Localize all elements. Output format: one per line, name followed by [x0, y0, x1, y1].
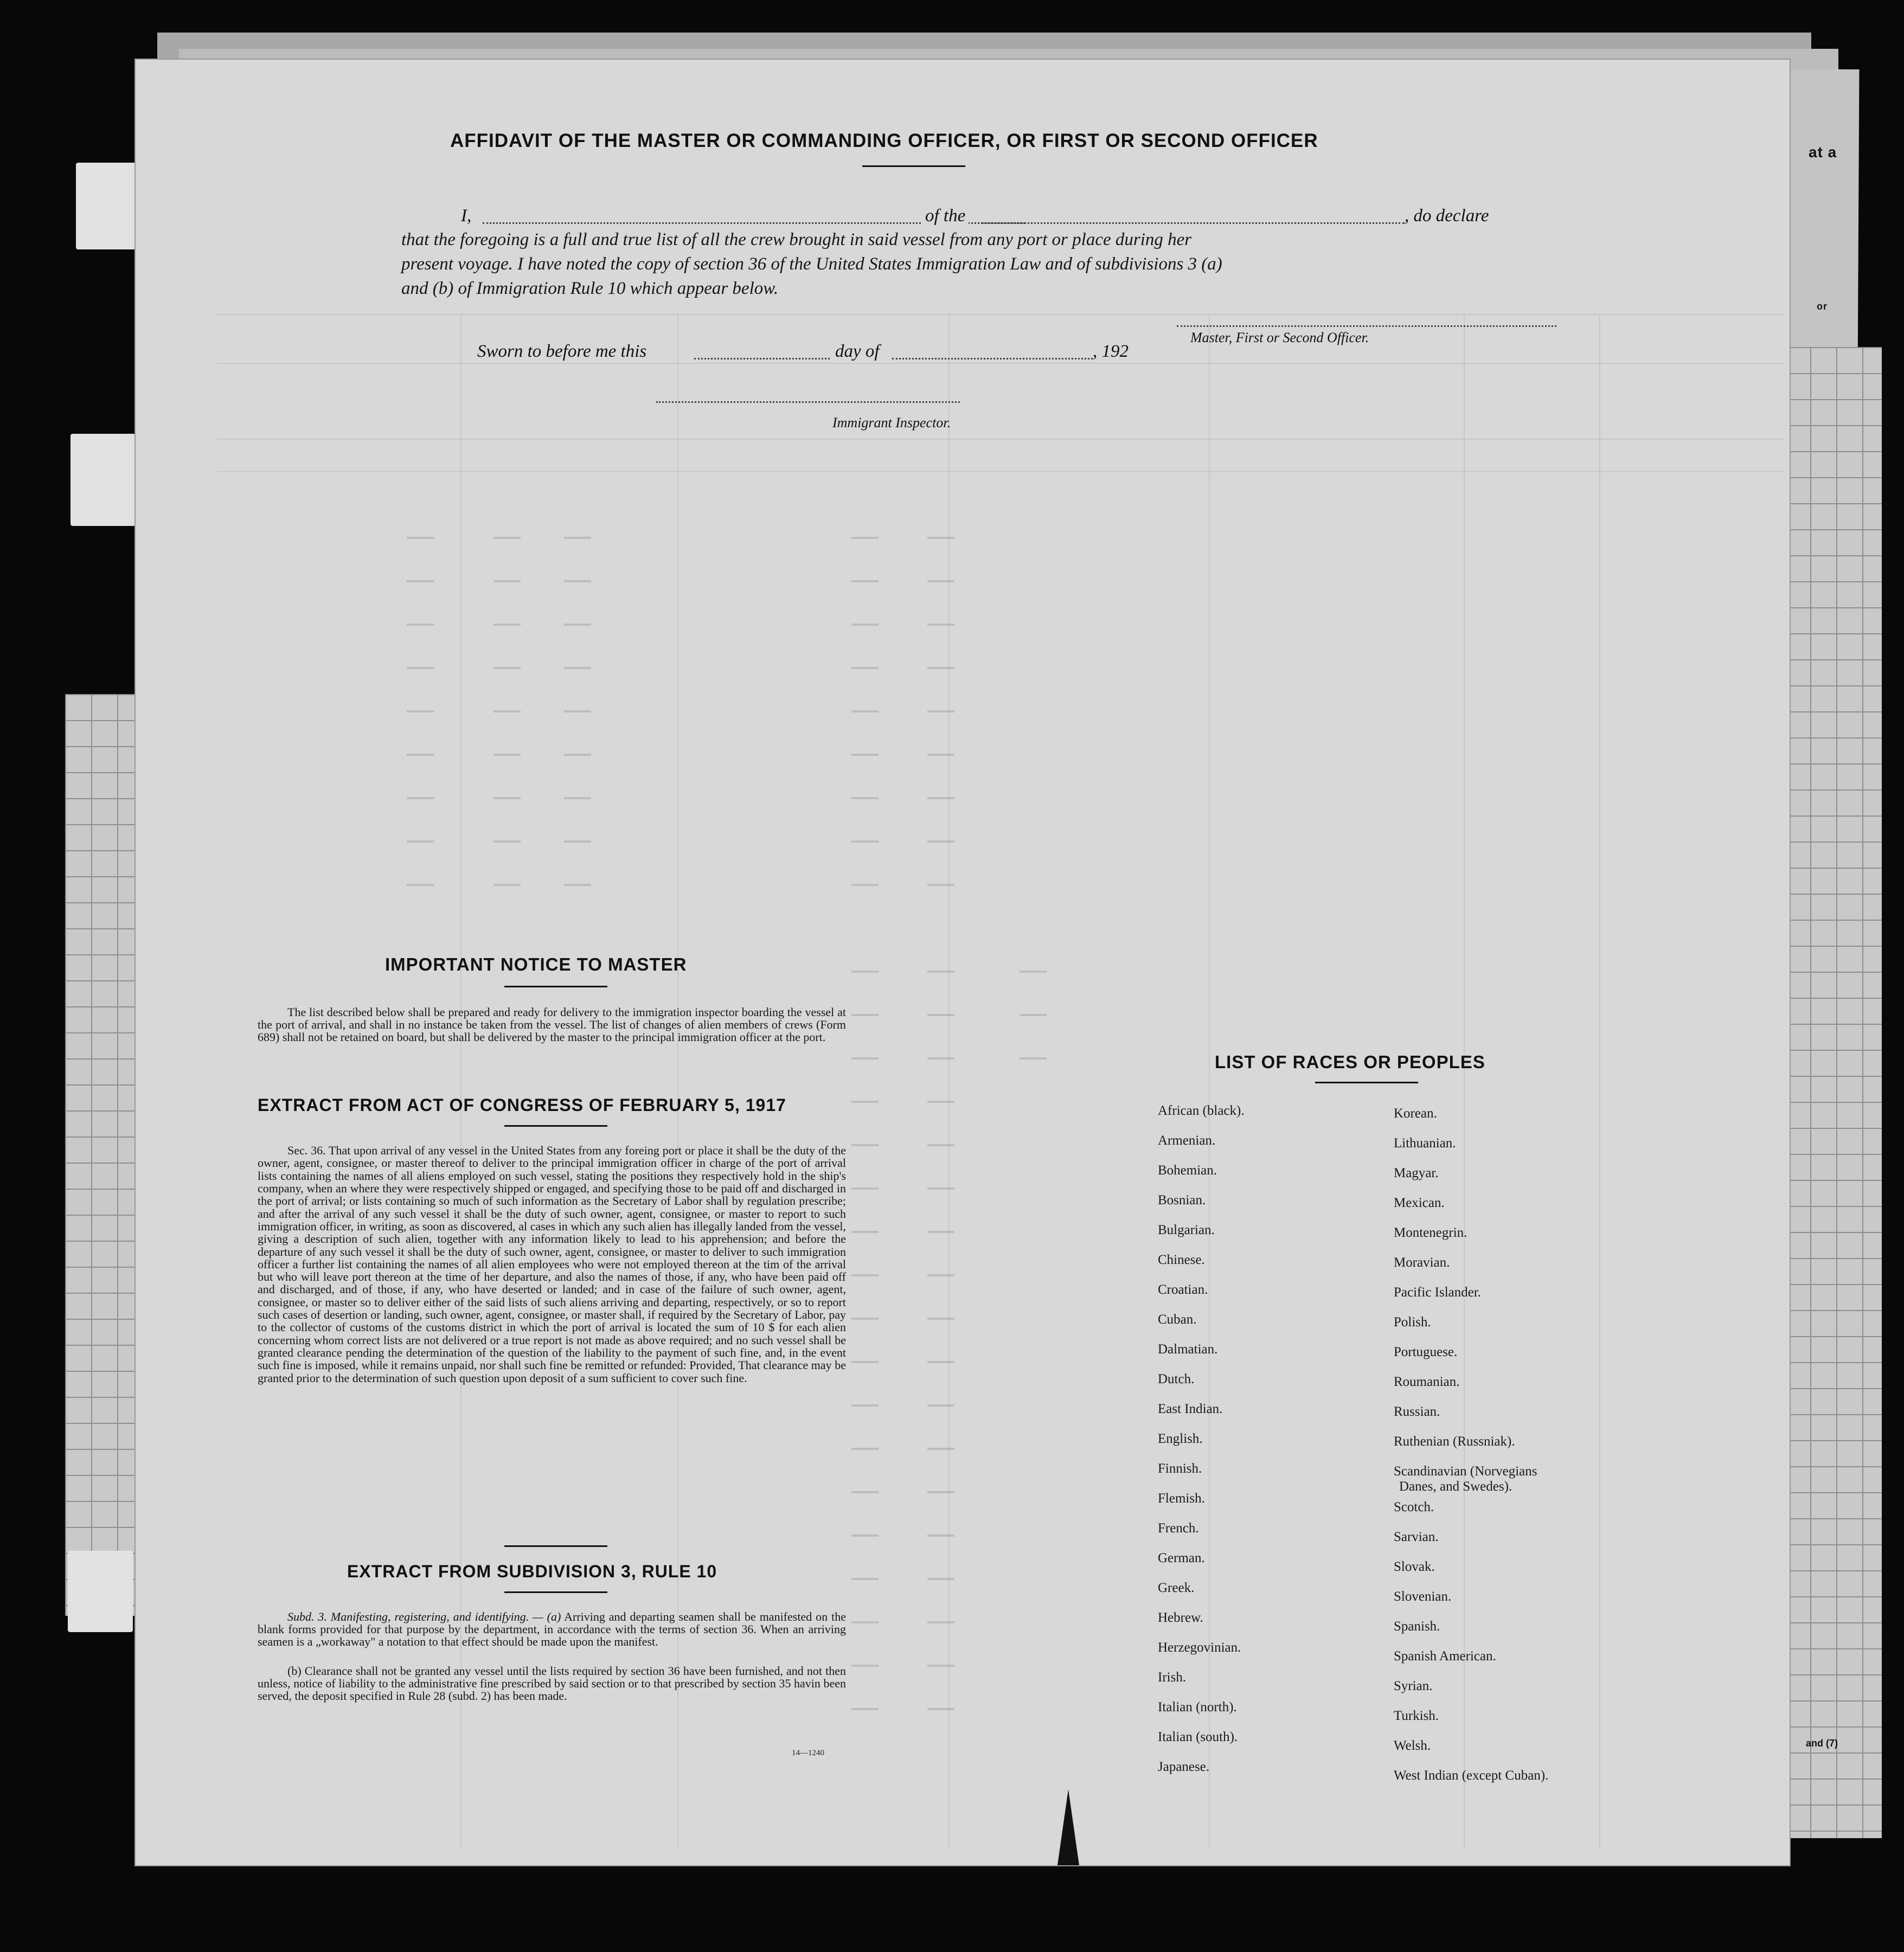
rule-title: EXTRACT FROM SUBDIVISION 3, RULE 10: [347, 1562, 717, 1581]
race-item-left: Chinese.: [1158, 1253, 1205, 1267]
race-item-right: Korean.: [1394, 1106, 1437, 1121]
affidavit-title-underline: [862, 165, 965, 167]
race-item-right: Spanish American.: [1394, 1649, 1496, 1664]
affidavit-title: AFFIDAVIT OF THE MASTER OR COMMANDING OFFICER, OR FIRST OR SECOND OFFICER: [450, 130, 1318, 151]
race-item-left: French.: [1158, 1521, 1199, 1536]
race-item-right: Turkish.: [1394, 1709, 1439, 1723]
race-item-right: Scotch.: [1394, 1500, 1434, 1514]
vessel-blank[interactable]: [982, 222, 1405, 224]
act-title-underline: [504, 1125, 607, 1127]
act-title: EXTRACT FROM ACT OF CONGRESS OF FEBRUARY 5, 1917: [258, 1095, 786, 1115]
affidavit-line3: present voyage. I have noted the copy of section 36 of the United States Immigration Law and of subdivisions 3 (a): [401, 254, 1222, 274]
binder-tab: [70, 434, 136, 526]
race-item-right: Montenegrin.: [1394, 1225, 1467, 1240]
race-item-left: Dalmatian.: [1158, 1342, 1218, 1357]
race-item-left: Hebrew.: [1158, 1610, 1203, 1625]
race-item-right: Pacific Islander.: [1394, 1285, 1482, 1300]
race-item-right: Magyar.: [1394, 1166, 1439, 1180]
race-item-right: Danes, and Swedes).: [1399, 1479, 1512, 1494]
notice-title-underline: [504, 986, 607, 987]
notice-title: IMPORTANT NOTICE TO MASTER: [385, 954, 687, 974]
race-item-right: Spanish.: [1394, 1619, 1440, 1634]
race-item-left: East Indian.: [1158, 1402, 1223, 1416]
affidavit-of-the: of the: [922, 206, 969, 226]
races-title: LIST OF RACES OR PEOPLES: [1215, 1052, 1485, 1072]
race-item-right: Welsh.: [1394, 1738, 1431, 1753]
binder-tab: [68, 1551, 133, 1632]
rule-divider: [504, 1545, 607, 1547]
race-item-right: Mexican.: [1394, 1196, 1445, 1210]
affidavit-line2: that the foregoing is a full and true list of all the crew brought in said vessel from any port or place during her: [401, 230, 1192, 249]
bleed-through-lines: [136, 60, 1790, 1865]
margin-mark-top: at a: [1809, 144, 1837, 160]
form-number: 14—1240: [792, 1749, 824, 1757]
margin-mark-low: and (7): [1806, 1738, 1838, 1749]
affidavit-line4: and (b) of Immigration Rule 10 which appear below.: [401, 279, 779, 298]
race-item-left: African (black).: [1158, 1103, 1245, 1118]
master-label: Master, First or Second Officer.: [1190, 330, 1369, 345]
race-item-left: Finnish.: [1158, 1461, 1202, 1476]
race-item-right: West Indian (except Cuban).: [1394, 1768, 1549, 1783]
race-item-left: English.: [1158, 1431, 1203, 1446]
form-page: [136, 60, 1790, 1865]
race-item-right: Russian.: [1394, 1404, 1440, 1419]
rule-p1-lead: Subd. 3. Manifesting, registering, and identifying. — (a): [287, 1610, 561, 1623]
race-item-right: Ruthenian (Russniak).: [1394, 1434, 1515, 1449]
filing-triangle: [1057, 1789, 1079, 1865]
sworn-month-blank[interactable]: [892, 358, 1093, 359]
affidavit-declare: , do declare: [1405, 206, 1489, 226]
race-item-left: Dutch.: [1158, 1372, 1195, 1386]
race-item-left: Herzegovinian.: [1158, 1640, 1241, 1655]
affidavit-i: I,: [461, 206, 472, 226]
inspector-label: Immigrant Inspector.: [832, 415, 951, 431]
race-item-left: Bulgarian.: [1158, 1223, 1215, 1237]
race-item-left: German.: [1158, 1551, 1205, 1565]
race-item-right: Lithuanian.: [1394, 1136, 1456, 1151]
race-item-left: Bohemian.: [1158, 1163, 1217, 1178]
race-item-left: Bosnian.: [1158, 1193, 1206, 1208]
rule-p2: (b) Clearance shall not be granted any vessel until the lists required by section 36 have been furnished, and not then unless, notice of liability to the administrative fine prescribed by said section or to that prescribed by section 35 havin been served, the deposit specified in Rule 28 (subd. 2) has been made.: [258, 1664, 846, 1703]
race-item-left: Cuban.: [1158, 1312, 1197, 1327]
race-item-right: Portuguese.: [1394, 1345, 1458, 1359]
year-label: , 192: [1093, 342, 1129, 361]
race-item-left: Flemish.: [1158, 1491, 1205, 1506]
race-item-left: Croatian.: [1158, 1282, 1208, 1297]
race-item-right: Slovenian.: [1394, 1589, 1452, 1604]
sworn-label: Sworn to before me this: [477, 342, 647, 361]
ledger-grid-right: [1784, 347, 1882, 1838]
race-item-left: Greek.: [1158, 1581, 1195, 1595]
race-item-right: Slovak.: [1394, 1559, 1435, 1574]
race-item-right: Polish.: [1394, 1315, 1431, 1330]
rule-p1: [258, 1610, 846, 1648]
race-item-right: Moravian.: [1394, 1255, 1450, 1270]
rule-title-underline: [504, 1591, 607, 1593]
race-item-right: Syrian.: [1394, 1679, 1433, 1693]
race-item-left: Irish.: [1158, 1670, 1187, 1685]
day-of-label: day of: [835, 342, 880, 361]
margin-mark-mid: or: [1817, 301, 1828, 312]
race-item-left: Armenian.: [1158, 1133, 1216, 1148]
binder-tab: [76, 163, 136, 249]
race-item-left: Italian (north).: [1158, 1700, 1237, 1715]
race-item-left: Japanese.: [1158, 1760, 1210, 1774]
sworn-day-blank[interactable]: [694, 358, 830, 359]
rule-p1-text: Arriving and departing seamen shall be manifested on the blank forms provided for that purpose by the department, in accordance with the terms of section 36. When an arriving seamen is a „workaway" a notation to that effect should be made upon the manifest.: [258, 1610, 846, 1649]
race-item-right: Scandinavian (Norvegians: [1394, 1464, 1537, 1479]
notice-text: The list described below shall be prepared and ready for delivery to the immigration inspector boarding the vessel at the port of arrival, and shall in no instance be taken from the vessel. The list of changes of alien members of crews (Form 689) shall not be retained on board, but shall be delivered by the master to the principal immigration officer at the port.: [258, 1005, 846, 1044]
race-item-left: Italian (south).: [1158, 1730, 1238, 1744]
race-item-right: Sarvian.: [1394, 1530, 1439, 1544]
master-signature-line[interactable]: [1177, 325, 1556, 327]
races-title-underline: [1315, 1082, 1418, 1083]
act-text: Sec. 36. That upon arrival of any vessel in the United States from any foreing port or place it shall be the duty of the owner, agent, consignee, or master thereof to deliver to the principal immigration officer in charge of the port of arrival lists containing the names of all aliens employed on such vessel, stating the positions they respectively hold in the ship's company, when an where they were respectively shipped or engaged, and specifying those to be paid off and discharged in the port of arrival; or lists containing so much of such information as the Secretary of Labor shall by regulation prescribe; and after the arrival of any such vessel it shall be the duty of such owner, agent, consignee, or master to report to such immigration officer, in writing, as soon as discovered, al cases in which any such alien has illegally landed from the vessel, giving a description of such alien, together with any information likely to lead to his apprehension; and before the departure of any such vessel it shall be the duty of such owner, agent, consignee, or master to deliver to such immigration officer a further list containing the names of all alien employees who were not employed thereon at the tim of the arrival but who will leave port thereon at the time of her departure, and also the names of those, if any, who have been paid off and discharged, and of those, if any, who have deserted or landed; and in case of the failure of such owner, agent, consignee, or master so to deliver either of the said lists of such aliens arriving and departing, respectively, or so to report such cases of desertion or landing, such owner, agent, consignee, or master shall, if required by the Secretary of Labor, pay to the collector of customs of the customs district in which the port of arrival is located the sum of 10 $ for each alien concerning whom correct lists are not delivered or a true report is not made as above required; and no such vessel shall be granted clearance pending the determination of the question of the liability to the payment of such fine, and, in the event such fine is imposed, while it remains unpaid, nor shall such fine be remitted or refunded: Provided, That clearance may be granted prior to the determination of such question upon deposit of a sum sufficient to cover such fine.: [258, 1144, 846, 1385]
race-item-right: Roumanian.: [1394, 1375, 1460, 1389]
inspector-signature-line[interactable]: [656, 401, 960, 403]
ledger-grid-left: [65, 694, 146, 1616]
